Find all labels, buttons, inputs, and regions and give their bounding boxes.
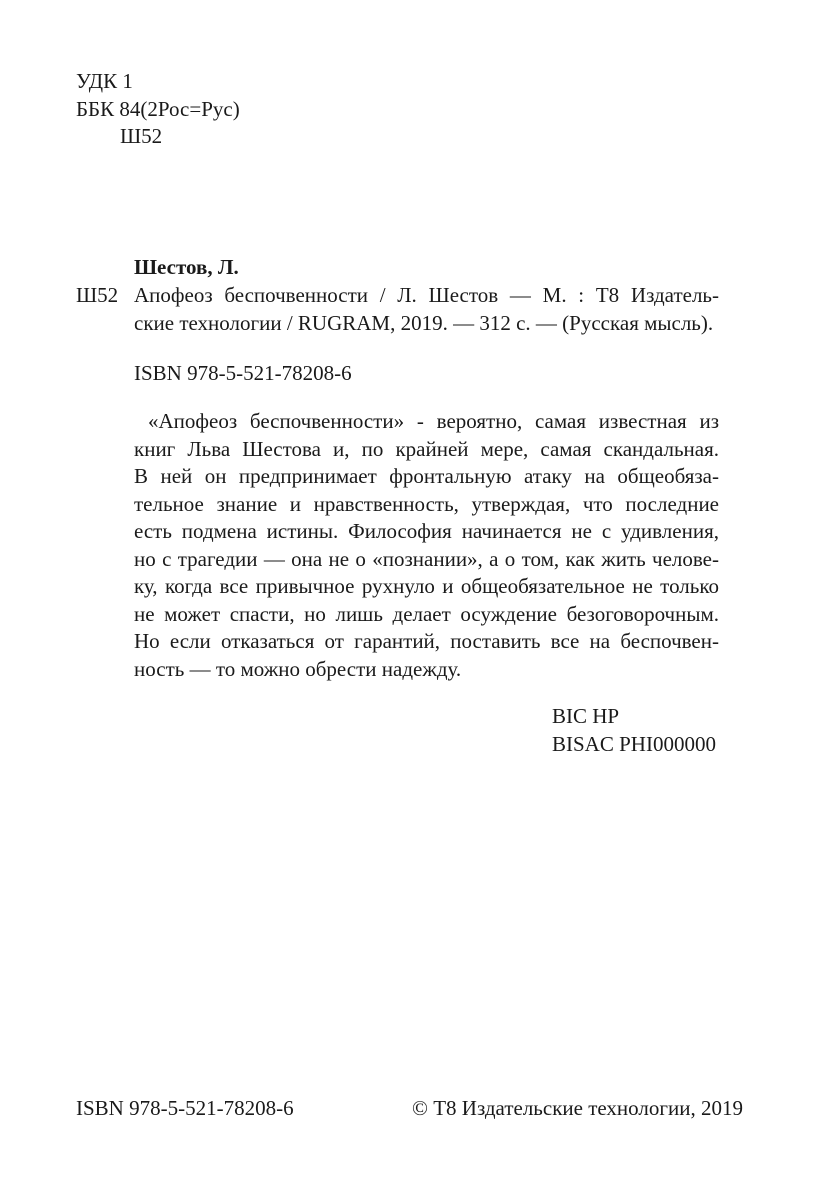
author-heading: Шестов, Л. xyxy=(134,255,239,279)
entry-line: ские технологии / RUGRAM, 2019. — 312 с. — (Русская мысль). xyxy=(134,310,714,335)
annotation-line: не может спасти, но лишь делает осуждение безоговорочным. xyxy=(134,601,719,626)
footer-isbn: ISBN 978-5-521-78208-6 xyxy=(76,1096,294,1120)
footer-copyright: © Т8 Издательские технологии, 2019 xyxy=(412,1096,743,1120)
bic-code: BIC HP xyxy=(552,704,620,728)
cutter-code: Ш52 xyxy=(120,124,163,148)
isbn-line: ISBN 978-5-521-78208-6 xyxy=(134,361,352,385)
annotation-line: ность — то можно обрести надежду. xyxy=(134,656,462,681)
annotation-line: В ней он предпринимает фронтальную атаку на общеобяза- xyxy=(134,464,719,488)
annotation-line: тельное знание и нравственность, утверждая, что последние xyxy=(134,491,719,516)
record-cutter-number: Ш52 xyxy=(76,283,119,307)
annotation-line: книг Льва Шестова и, по крайней мере, самая скандальная. xyxy=(134,436,719,461)
subject-codes xyxy=(552,703,716,758)
annotation-line: ку, когда все привычное рухнуло и общеобязательное не только xyxy=(134,574,719,598)
bibliographic-entry xyxy=(134,282,719,337)
annotation-line: есть подмена истины. Философия начинается не с удивления, xyxy=(134,519,719,543)
annotation-paragraph xyxy=(134,408,719,683)
bbk-code: ББК 84(2Рос=Рус) xyxy=(76,96,240,121)
classification-codes xyxy=(76,68,240,151)
annotation-line: «Апофеоз беспочвенности» - вероятно, самая известная из xyxy=(148,409,719,433)
annotation-line: Но если отказаться от гарантий, поставить все на беспочвен- xyxy=(134,629,719,653)
entry-line: Апофеоз беспочвенности / Л. Шестов — М. : Т8 Издатель- xyxy=(134,283,719,307)
udk-code: УДК 1 xyxy=(76,69,133,93)
bisac-code: BISAC PHI000000 xyxy=(552,731,716,756)
annotation-line: но с трагедии — она не о «познании», а о том, как жить челове- xyxy=(134,546,719,571)
